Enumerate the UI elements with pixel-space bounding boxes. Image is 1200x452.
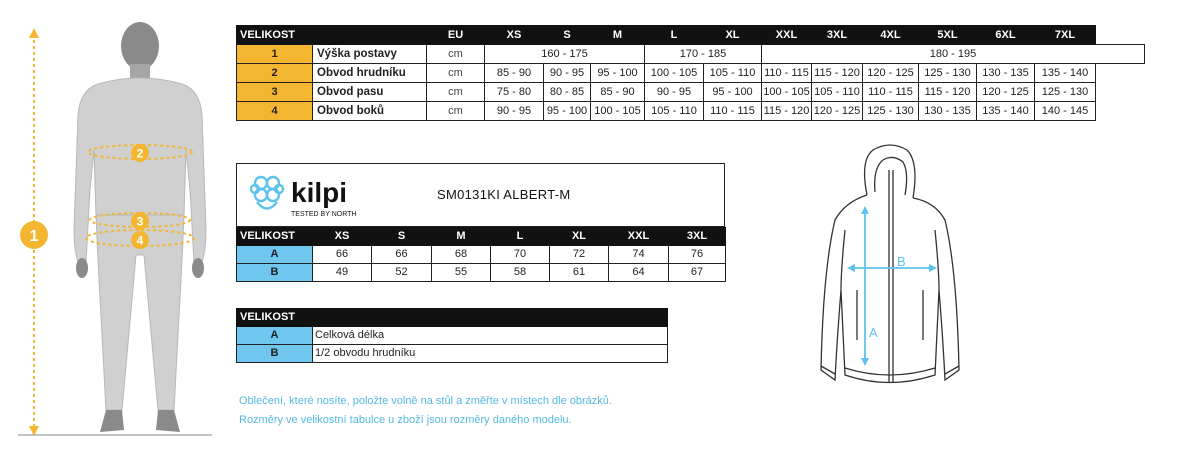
jacket-diagram [805, 140, 975, 395]
kilpi-logo [247, 170, 407, 224]
row-unit: cm [427, 102, 485, 121]
marker-4-label: 4 [136, 233, 144, 248]
header-3xl: 3XL [669, 228, 726, 246]
header-l: L [491, 228, 550, 246]
table-cell: 135 - 140 [1035, 64, 1096, 83]
header-xxl: XXL [762, 26, 812, 45]
table-row [237, 45, 1145, 64]
header-xl: XL [704, 26, 762, 45]
header-velikost: VELIKOST [237, 228, 313, 246]
table-cell: 105 - 110 [645, 102, 704, 121]
body-measurement-figure [0, 0, 230, 452]
size-table [236, 25, 1145, 121]
table-cell: 115 - 120 [762, 102, 812, 121]
row-key: B [237, 264, 313, 282]
height-range-cell: 160 - 175 [485, 45, 645, 64]
brand-name: kilpi [291, 177, 348, 208]
table-cell: 120 - 125 [977, 83, 1035, 102]
table-cell: 120 - 125 [863, 64, 919, 83]
table-cell: 76 [669, 246, 726, 264]
row-label: Obvod boků [313, 102, 427, 121]
table-cell: 95 - 100 [704, 83, 762, 102]
table-cell: 105 - 110 [812, 83, 863, 102]
table-cell: 110 - 115 [704, 102, 762, 121]
marker-2-label: 2 [136, 146, 144, 161]
height-range-cell: 180 - 195 [762, 45, 1145, 64]
product-title: SM0131KI ALBERT-M [437, 187, 571, 202]
header-7xl: 7XL [1035, 26, 1096, 45]
header-m: M [432, 228, 491, 246]
table-cell: 66 [372, 246, 432, 264]
table-cell: 105 - 110 [704, 64, 762, 83]
table-cell: 135 - 140 [977, 102, 1035, 121]
table-cell: 61 [550, 264, 609, 282]
table-cell: 125 - 130 [919, 64, 977, 83]
header-4xl: 4XL [863, 26, 919, 45]
table-cell: 55 [432, 264, 491, 282]
table-cell: 75 - 80 [485, 83, 544, 102]
dimensions-note: Rozměry ve velikostní tabulce u zboží jsou rozměry daného modelu. [239, 414, 572, 426]
header-s: S [544, 26, 591, 45]
row-label: Výška postavy [313, 45, 427, 64]
header-xxl: XXL [609, 228, 669, 246]
table-cell: 70 [491, 246, 550, 264]
table-cell: 115 - 120 [919, 83, 977, 102]
table-row [237, 345, 668, 363]
table-cell: 90 - 95 [544, 64, 591, 83]
row-number: 3 [237, 83, 313, 102]
row-key: A [237, 327, 313, 345]
legend-description: 1/2 obvodu hrudníku [313, 345, 668, 363]
table-cell: 90 - 95 [645, 83, 704, 102]
table-cell: 110 - 115 [762, 64, 812, 83]
marker-1 [20, 221, 48, 249]
table-cell: 125 - 130 [863, 102, 919, 121]
product-size-table [236, 227, 726, 282]
legend-description: Celková délka [313, 327, 668, 345]
table-row [237, 83, 1145, 102]
brand-tagline: TESTED BY NORTH [291, 211, 357, 218]
table-row [237, 264, 726, 282]
header-xl: XL [550, 228, 609, 246]
header-velikost: VELIKOST [237, 309, 668, 327]
table-cell: 74 [609, 246, 669, 264]
header-eu: EU [427, 26, 485, 45]
table-cell: 90 - 95 [485, 102, 544, 121]
header-xs: XS [313, 228, 372, 246]
table-cell: 100 - 105 [591, 102, 645, 121]
product-header-box [236, 163, 725, 227]
table-row [237, 246, 726, 264]
table-cell: 49 [313, 264, 372, 282]
table-cell: 95 - 100 [591, 64, 645, 83]
table-row [237, 327, 668, 345]
table-cell: 140 - 145 [1035, 102, 1096, 121]
header-6xl: 6XL [977, 26, 1035, 45]
table-cell: 67 [669, 264, 726, 282]
table-cell: 58 [491, 264, 550, 282]
table-cell: 64 [609, 264, 669, 282]
header-3xl: 3XL [812, 26, 863, 45]
row-label: Obvod hrudníku [313, 64, 427, 83]
header-5xl: 5XL [919, 26, 977, 45]
table-cell: 115 - 120 [812, 64, 863, 83]
header-m: M [591, 26, 645, 45]
header-l: L [645, 26, 704, 45]
row-key: A [237, 246, 313, 264]
jacket-label-a: A [869, 325, 878, 340]
legend-table [236, 308, 668, 363]
row-unit: cm [427, 83, 485, 102]
header-velikost: VELIKOST [237, 26, 313, 45]
table-cell: 80 - 85 [544, 83, 591, 102]
row-unit: cm [427, 64, 485, 83]
table-row [237, 64, 1145, 83]
table-cell: 85 - 90 [485, 64, 544, 83]
table-cell: 52 [372, 264, 432, 282]
table-cell: 130 - 135 [977, 64, 1035, 83]
kilpi-knot-icon [251, 177, 283, 209]
length-arrow-a [861, 206, 869, 366]
table-row [237, 102, 1145, 121]
marker-4 [131, 231, 149, 249]
jacket-label-b: B [897, 254, 906, 269]
marker-3-label: 3 [136, 214, 144, 229]
row-number: 4 [237, 102, 313, 121]
row-number: 2 [237, 64, 313, 83]
table-cell: 100 - 105 [762, 83, 812, 102]
marker-1-label: 1 [29, 228, 39, 245]
table-cell: 68 [432, 246, 491, 264]
table-cell: 110 - 115 [863, 83, 919, 102]
header-s: S [372, 228, 432, 246]
table-cell: 95 - 100 [544, 102, 591, 121]
table-cell: 66 [313, 246, 372, 264]
row-unit: cm [427, 45, 485, 64]
product-table-header [237, 228, 726, 246]
width-arrow-b [847, 264, 937, 272]
row-key: B [237, 345, 313, 363]
header-blank [313, 26, 427, 45]
table-cell: 100 - 105 [645, 64, 704, 83]
table-cell: 72 [550, 246, 609, 264]
table-cell: 130 - 135 [919, 102, 977, 121]
marker-2 [131, 144, 149, 162]
table-cell: 120 - 125 [812, 102, 863, 121]
height-range-cell: 170 - 185 [645, 45, 762, 64]
table-cell: 85 - 90 [591, 83, 645, 102]
measuring-note: Oblečení, které nosíte, položte volně na stůl a změřte v místech dle obrázků. [239, 395, 612, 407]
row-number: 1 [237, 45, 313, 64]
header-xs: XS [485, 26, 544, 45]
row-label: Obvod pasu [313, 83, 427, 102]
size-table-header [237, 26, 1145, 45]
table-cell: 125 - 130 [1035, 83, 1096, 102]
legend-header [237, 309, 668, 327]
marker-3 [131, 212, 149, 230]
jacket-outline [821, 145, 959, 383]
